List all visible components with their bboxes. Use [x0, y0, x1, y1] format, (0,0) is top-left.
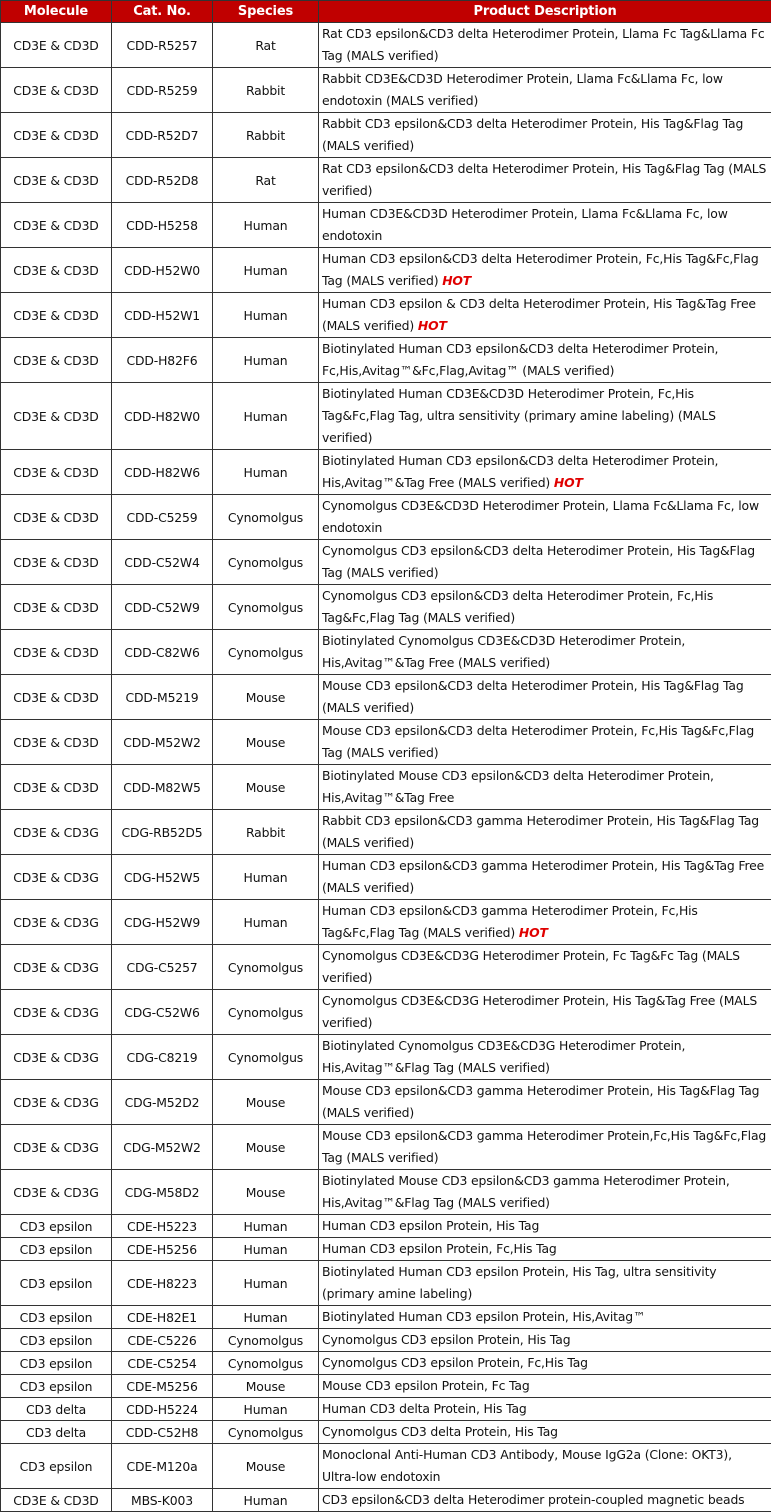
- cell-species: Cynomolgus: [213, 630, 319, 675]
- column-header-description: Product Description: [319, 1, 771, 23]
- cell-description: [319, 293, 771, 338]
- cell-cat-no: CDG-H52W5: [112, 855, 213, 900]
- description-text: Cynomolgus CD3 delta Protein, His Tag: [322, 1424, 558, 1439]
- cell-species: Rat: [213, 158, 319, 203]
- cell-molecule: CD3E & CD3D: [1, 293, 112, 338]
- description-text: Cynomolgus CD3 epsilon&CD3 delta Heterodimer Protein, His Tag&Flag Tag (MALS verified): [322, 543, 755, 580]
- description-text: Biotinylated Human CD3 epsilon Protein, His Tag, ultra sensitivity (primary amine labeling): [322, 1264, 716, 1301]
- column-header-molecule: Molecule: [1, 1, 112, 23]
- description-text: Human CD3E&CD3D Heterodimer Protein, Llama Fc&Llama Fc, low endotoxin: [322, 206, 728, 243]
- cell-molecule: CD3 epsilon: [1, 1261, 112, 1306]
- table-header: [1, 1, 771, 23]
- cell-description: [319, 1306, 771, 1329]
- table-row: [1, 338, 771, 383]
- cell-description: [319, 1444, 771, 1489]
- cell-molecule: CD3E & CD3D: [1, 630, 112, 675]
- cell-description: [319, 113, 771, 158]
- description-text: Mouse CD3 epsilon&CD3 delta Heterodimer Protein, His Tag&Flag Tag (MALS verified): [322, 678, 744, 715]
- cell-molecule: CD3E & CD3D: [1, 68, 112, 113]
- description-text: Cynomolgus CD3E&CD3G Heterodimer Protein, His Tag&Tag Free (MALS verified): [322, 993, 757, 1030]
- table-row: [1, 1375, 771, 1398]
- cell-description: [319, 1080, 771, 1125]
- cell-molecule: CD3E & CD3G: [1, 900, 112, 945]
- table-row: [1, 720, 771, 765]
- cell-species: Human: [213, 293, 319, 338]
- table-row: [1, 1352, 771, 1375]
- cell-species: Cynomolgus: [213, 1035, 319, 1080]
- cell-description: [319, 765, 771, 810]
- cell-molecule: CD3E & CD3D: [1, 675, 112, 720]
- cell-species: Rabbit: [213, 113, 319, 158]
- cell-species: Cynomolgus: [213, 495, 319, 540]
- cell-cat-no: CDG-M52W2: [112, 1125, 213, 1170]
- cell-cat-no: CDD-R5259: [112, 68, 213, 113]
- cell-description: [319, 1329, 771, 1352]
- description-text: Cynomolgus CD3 epsilon Protein, Fc,His Tag: [322, 1355, 588, 1370]
- cell-species: Rabbit: [213, 810, 319, 855]
- cell-molecule: CD3 epsilon: [1, 1238, 112, 1261]
- cell-species: Rabbit: [213, 68, 319, 113]
- cell-description: [319, 945, 771, 990]
- cell-cat-no: CDG-M52D2: [112, 1080, 213, 1125]
- description-text: Cynomolgus CD3E&CD3D Heterodimer Protein, Llama Fc&Llama Fc, low endotoxin: [322, 498, 759, 535]
- cell-cat-no: CDD-H5258: [112, 203, 213, 248]
- cell-cat-no: CDD-C5259: [112, 495, 213, 540]
- table-row: [1, 23, 771, 68]
- cell-molecule: CD3E & CD3D: [1, 540, 112, 585]
- cell-cat-no: CDE-C5254: [112, 1352, 213, 1375]
- cell-molecule: CD3E & CD3D: [1, 383, 112, 450]
- description-text: Rat CD3 epsilon&CD3 delta Heterodimer Protein, His Tag&Flag Tag (MALS verified): [322, 161, 766, 198]
- description-text: Rabbit CD3 epsilon&CD3 gamma Heterodimer Protein, His Tag&Flag Tag (MALS verified): [322, 813, 759, 850]
- cell-cat-no: CDE-C5226: [112, 1329, 213, 1352]
- cell-description: [319, 23, 771, 68]
- hot-badge: HOT: [519, 925, 548, 940]
- cell-molecule: CD3E & CD3D: [1, 23, 112, 68]
- cell-species: Mouse: [213, 1444, 319, 1489]
- table-body: [1, 23, 771, 1512]
- table-row: [1, 900, 771, 945]
- cell-molecule: CD3 epsilon: [1, 1329, 112, 1352]
- table-row: [1, 1080, 771, 1125]
- description-text: Biotinylated Human CD3 epsilon Protein, His,Avitag™: [322, 1309, 645, 1324]
- cell-description: [319, 1398, 771, 1421]
- cell-species: Cynomolgus: [213, 585, 319, 630]
- cell-description: [319, 383, 771, 450]
- cell-molecule: CD3E & CD3D: [1, 585, 112, 630]
- description-text: Human CD3 epsilon&CD3 gamma Heterodimer Protein, Fc,His Tag&Fc,Flag Tag (MALS verified): [322, 903, 698, 940]
- cell-description: [319, 1215, 771, 1238]
- cell-molecule: CD3 epsilon: [1, 1215, 112, 1238]
- cell-species: Cynomolgus: [213, 945, 319, 990]
- cell-cat-no: CDD-M5219: [112, 675, 213, 720]
- cell-cat-no: CDD-H82W6: [112, 450, 213, 495]
- cell-cat-no: CDD-R52D8: [112, 158, 213, 203]
- cell-description: [319, 1170, 771, 1215]
- cell-cat-no: CDD-C82W6: [112, 630, 213, 675]
- cell-molecule: CD3E & CD3D: [1, 203, 112, 248]
- cell-description: [319, 495, 771, 540]
- cell-species: Human: [213, 1489, 319, 1512]
- cell-description: [319, 203, 771, 248]
- description-text: Human CD3 epsilon&CD3 delta Heterodimer Protein, Fc,His Tag&Fc,Flag Tag (MALS verified): [322, 251, 759, 288]
- cell-cat-no: CDD-H82F6: [112, 338, 213, 383]
- description-text: Rat CD3 epsilon&CD3 delta Heterodimer Protein, Llama Fc Tag&Llama Fc Tag (MALS verified): [322, 26, 765, 63]
- cell-molecule: CD3E & CD3G: [1, 1170, 112, 1215]
- cell-description: [319, 810, 771, 855]
- cell-description: [319, 855, 771, 900]
- cell-molecule: CD3E & CD3D: [1, 720, 112, 765]
- cell-species: Cynomolgus: [213, 540, 319, 585]
- cell-species: Human: [213, 1306, 319, 1329]
- cell-molecule: CD3 delta: [1, 1421, 112, 1444]
- cell-description: [319, 990, 771, 1035]
- cell-species: Mouse: [213, 765, 319, 810]
- table-row: [1, 675, 771, 720]
- description-text: Human CD3 epsilon&CD3 gamma Heterodimer Protein, His Tag&Tag Free (MALS verified): [322, 858, 764, 895]
- cell-species: Cynomolgus: [213, 990, 319, 1035]
- cell-molecule: CD3E & CD3G: [1, 945, 112, 990]
- cell-cat-no: CDG-M58D2: [112, 1170, 213, 1215]
- cell-cat-no: CDD-M82W5: [112, 765, 213, 810]
- column-header-cat-no: Cat. No.: [112, 1, 213, 23]
- cell-species: Human: [213, 1398, 319, 1421]
- cell-species: Human: [213, 1238, 319, 1261]
- table-row: [1, 765, 771, 810]
- cell-description: [319, 158, 771, 203]
- description-text: Mouse CD3 epsilon&CD3 delta Heterodimer Protein, Fc,His Tag&Fc,Flag Tag (MALS verified): [322, 723, 754, 760]
- cell-description: [319, 630, 771, 675]
- cell-description: [319, 248, 771, 293]
- cell-cat-no: CDD-C52W4: [112, 540, 213, 585]
- table-row: [1, 1398, 771, 1421]
- description-text: Biotinylated Human CD3E&CD3D Heterodimer Protein, Fc,His Tag&Fc,Flag Tag, ultra sensitivity (primary amine labeling) (MALS verified): [322, 386, 716, 445]
- cell-description: [319, 720, 771, 765]
- cell-description: [319, 1125, 771, 1170]
- cell-species: Human: [213, 900, 319, 945]
- cell-cat-no: CDG-C52W6: [112, 990, 213, 1035]
- table-row: [1, 383, 771, 450]
- cell-molecule: CD3E & CD3D: [1, 248, 112, 293]
- cell-description: [319, 1421, 771, 1444]
- cell-cat-no: CDD-H52W1: [112, 293, 213, 338]
- cell-species: Human: [213, 383, 319, 450]
- cell-cat-no: CDD-R52D7: [112, 113, 213, 158]
- cell-description: [319, 1261, 771, 1306]
- cell-species: Human: [213, 855, 319, 900]
- table-row: [1, 1215, 771, 1238]
- cell-molecule: CD3E & CD3D: [1, 1489, 112, 1512]
- table-row: [1, 450, 771, 495]
- description-text: Human CD3 epsilon Protein, His Tag: [322, 1218, 539, 1233]
- cell-molecule: CD3E & CD3G: [1, 990, 112, 1035]
- description-text: Rabbit CD3E&CD3D Heterodimer Protein, Llama Fc&Llama Fc, low endotoxin (MALS verified): [322, 71, 723, 108]
- cell-species: Human: [213, 1215, 319, 1238]
- table-row: [1, 68, 771, 113]
- description-text: Human CD3 epsilon Protein, Fc,His Tag: [322, 1241, 557, 1256]
- description-text: Cynomolgus CD3E&CD3G Heterodimer Protein, Fc Tag&Fc Tag (MALS verified): [322, 948, 740, 985]
- cell-species: Mouse: [213, 1080, 319, 1125]
- cell-molecule: CD3E & CD3D: [1, 338, 112, 383]
- cell-molecule: CD3 epsilon: [1, 1352, 112, 1375]
- table-row: [1, 990, 771, 1035]
- cell-species: Rat: [213, 23, 319, 68]
- table-row: [1, 1329, 771, 1352]
- cell-description: [319, 1489, 771, 1512]
- cell-description: [319, 1035, 771, 1080]
- description-text: Cynomolgus CD3 epsilon&CD3 delta Heterodimer Protein, Fc,His Tag&Fc,Flag Tag (MALS verified): [322, 588, 713, 625]
- cell-cat-no: CDD-C52W9: [112, 585, 213, 630]
- cell-species: Cynomolgus: [213, 1329, 319, 1352]
- table-row: [1, 1421, 771, 1444]
- cell-molecule: CD3 epsilon: [1, 1444, 112, 1489]
- cell-molecule: CD3E & CD3G: [1, 1035, 112, 1080]
- table-row: [1, 945, 771, 990]
- cell-cat-no: CDG-H52W9: [112, 900, 213, 945]
- cell-molecule: CD3E & CD3G: [1, 1080, 112, 1125]
- description-text: Biotinylated Mouse CD3 epsilon&CD3 delta Heterodimer Protein, His,Avitag™&Tag Free: [322, 768, 714, 805]
- cell-cat-no: CDE-H82E1: [112, 1306, 213, 1329]
- header-row: [1, 1, 771, 23]
- description-text: Biotinylated Human CD3 epsilon&CD3 delta Heterodimer Protein, Fc,His,Avitag™&Fc,Flag,Avitag™ (MALS verified): [322, 341, 718, 378]
- table-row: [1, 810, 771, 855]
- description-text: Human CD3 delta Protein, His Tag: [322, 1401, 527, 1416]
- cell-description: [319, 585, 771, 630]
- cell-species: Mouse: [213, 1375, 319, 1398]
- table-row: [1, 1306, 771, 1329]
- cell-species: Mouse: [213, 675, 319, 720]
- table-row: [1, 495, 771, 540]
- cell-cat-no: CDG-C8219: [112, 1035, 213, 1080]
- description-text: Monoclonal Anti-Human CD3 Antibody, Mouse IgG2a (Clone: OKT3), Ultra-low endotoxin: [322, 1447, 732, 1484]
- cell-molecule: CD3E & CD3D: [1, 765, 112, 810]
- cell-molecule: CD3E & CD3D: [1, 450, 112, 495]
- description-text: Biotinylated Mouse CD3 epsilon&CD3 gamma Heterodimer Protein, His,Avitag™&Flag Tag (MALS verified): [322, 1173, 730, 1210]
- cell-cat-no: CDD-C52H8: [112, 1421, 213, 1444]
- cell-species: Mouse: [213, 1125, 319, 1170]
- cell-species: Human: [213, 1261, 319, 1306]
- table-row: [1, 293, 771, 338]
- cell-species: Mouse: [213, 1170, 319, 1215]
- description-text: Mouse CD3 epsilon&CD3 gamma Heterodimer Protein, His Tag&Flag Tag (MALS verified): [322, 1083, 759, 1120]
- cell-description: [319, 1375, 771, 1398]
- table-row: [1, 203, 771, 248]
- cell-species: Human: [213, 203, 319, 248]
- cell-molecule: CD3E & CD3G: [1, 855, 112, 900]
- table-row: [1, 1489, 771, 1512]
- cell-cat-no: CDG-C5257: [112, 945, 213, 990]
- cell-molecule: CD3 epsilon: [1, 1306, 112, 1329]
- description-text: Mouse CD3 epsilon&CD3 gamma Heterodimer Protein,Fc,His Tag&Fc,Flag Tag (MALS verified): [322, 1128, 766, 1165]
- cell-cat-no: CDD-H82W0: [112, 383, 213, 450]
- table-row: [1, 248, 771, 293]
- cell-molecule: CD3 epsilon: [1, 1375, 112, 1398]
- description-text: Biotinylated Cynomolgus CD3E&CD3G Heterodimer Protein, His,Avitag™&Flag Tag (MALS verified): [322, 1038, 685, 1075]
- cell-cat-no: CDE-H8223: [112, 1261, 213, 1306]
- hot-badge: HOT: [554, 475, 583, 490]
- description-text: Mouse CD3 epsilon Protein, Fc Tag: [322, 1378, 530, 1393]
- cell-species: Human: [213, 248, 319, 293]
- table-row: [1, 1170, 771, 1215]
- cell-description: [319, 450, 771, 495]
- cell-description: [319, 68, 771, 113]
- table-row: [1, 1261, 771, 1306]
- cell-molecule: CD3E & CD3G: [1, 1125, 112, 1170]
- cell-species: Human: [213, 338, 319, 383]
- table-row: [1, 540, 771, 585]
- cell-molecule: CD3 delta: [1, 1398, 112, 1421]
- cell-species: Human: [213, 450, 319, 495]
- table-row: [1, 1035, 771, 1080]
- cell-cat-no: MBS-K003: [112, 1489, 213, 1512]
- cell-cat-no: CDE-M120a: [112, 1444, 213, 1489]
- table-row: [1, 585, 771, 630]
- cell-description: [319, 900, 771, 945]
- cell-cat-no: CDE-H5223: [112, 1215, 213, 1238]
- cell-molecule: CD3E & CD3D: [1, 113, 112, 158]
- cell-description: [319, 1352, 771, 1375]
- cell-species: Cynomolgus: [213, 1352, 319, 1375]
- description-text: Biotinylated Human CD3 epsilon&CD3 delta Heterodimer Protein, His,Avitag™&Tag Free (MALS verified): [322, 453, 718, 490]
- table-row: [1, 1238, 771, 1261]
- cell-cat-no: CDD-H52W0: [112, 248, 213, 293]
- table-row: [1, 1125, 771, 1170]
- table-row: [1, 113, 771, 158]
- description-text: Biotinylated Cynomolgus CD3E&CD3D Heterodimer Protein, His,Avitag™&Tag Free (MALS verified): [322, 633, 685, 670]
- cell-molecule: CD3E & CD3D: [1, 495, 112, 540]
- cell-description: [319, 540, 771, 585]
- table-row: [1, 158, 771, 203]
- table-row: [1, 630, 771, 675]
- cell-molecule: CD3E & CD3G: [1, 810, 112, 855]
- description-text: Rabbit CD3 epsilon&CD3 delta Heterodimer Protein, His Tag&Flag Tag (MALS verified): [322, 116, 743, 153]
- cell-description: [319, 1238, 771, 1261]
- cell-cat-no: CDD-M52W2: [112, 720, 213, 765]
- description-text: Cynomolgus CD3 epsilon Protein, His Tag: [322, 1332, 570, 1347]
- hot-badge: HOT: [418, 318, 447, 333]
- table-row: [1, 1444, 771, 1489]
- cell-description: [319, 338, 771, 383]
- description-text: CD3 epsilon&CD3 delta Heterodimer protein-coupled magnetic beads: [322, 1492, 745, 1507]
- cell-cat-no: CDG-RB52D5: [112, 810, 213, 855]
- cell-cat-no: CDD-H5224: [112, 1398, 213, 1421]
- cell-molecule: CD3E & CD3D: [1, 158, 112, 203]
- table-row: [1, 855, 771, 900]
- cell-species: Mouse: [213, 720, 319, 765]
- cell-species: Cynomolgus: [213, 1421, 319, 1444]
- cell-cat-no: CDE-M5256: [112, 1375, 213, 1398]
- hot-badge: HOT: [442, 273, 471, 288]
- cell-cat-no: CDE-H5256: [112, 1238, 213, 1261]
- column-header-species: Species: [213, 1, 319, 23]
- description-text: Human CD3 epsilon & CD3 delta Heterodimer Protein, His Tag&Tag Free (MALS verified): [322, 296, 756, 333]
- cell-cat-no: CDD-R5257: [112, 23, 213, 68]
- cell-description: [319, 675, 771, 720]
